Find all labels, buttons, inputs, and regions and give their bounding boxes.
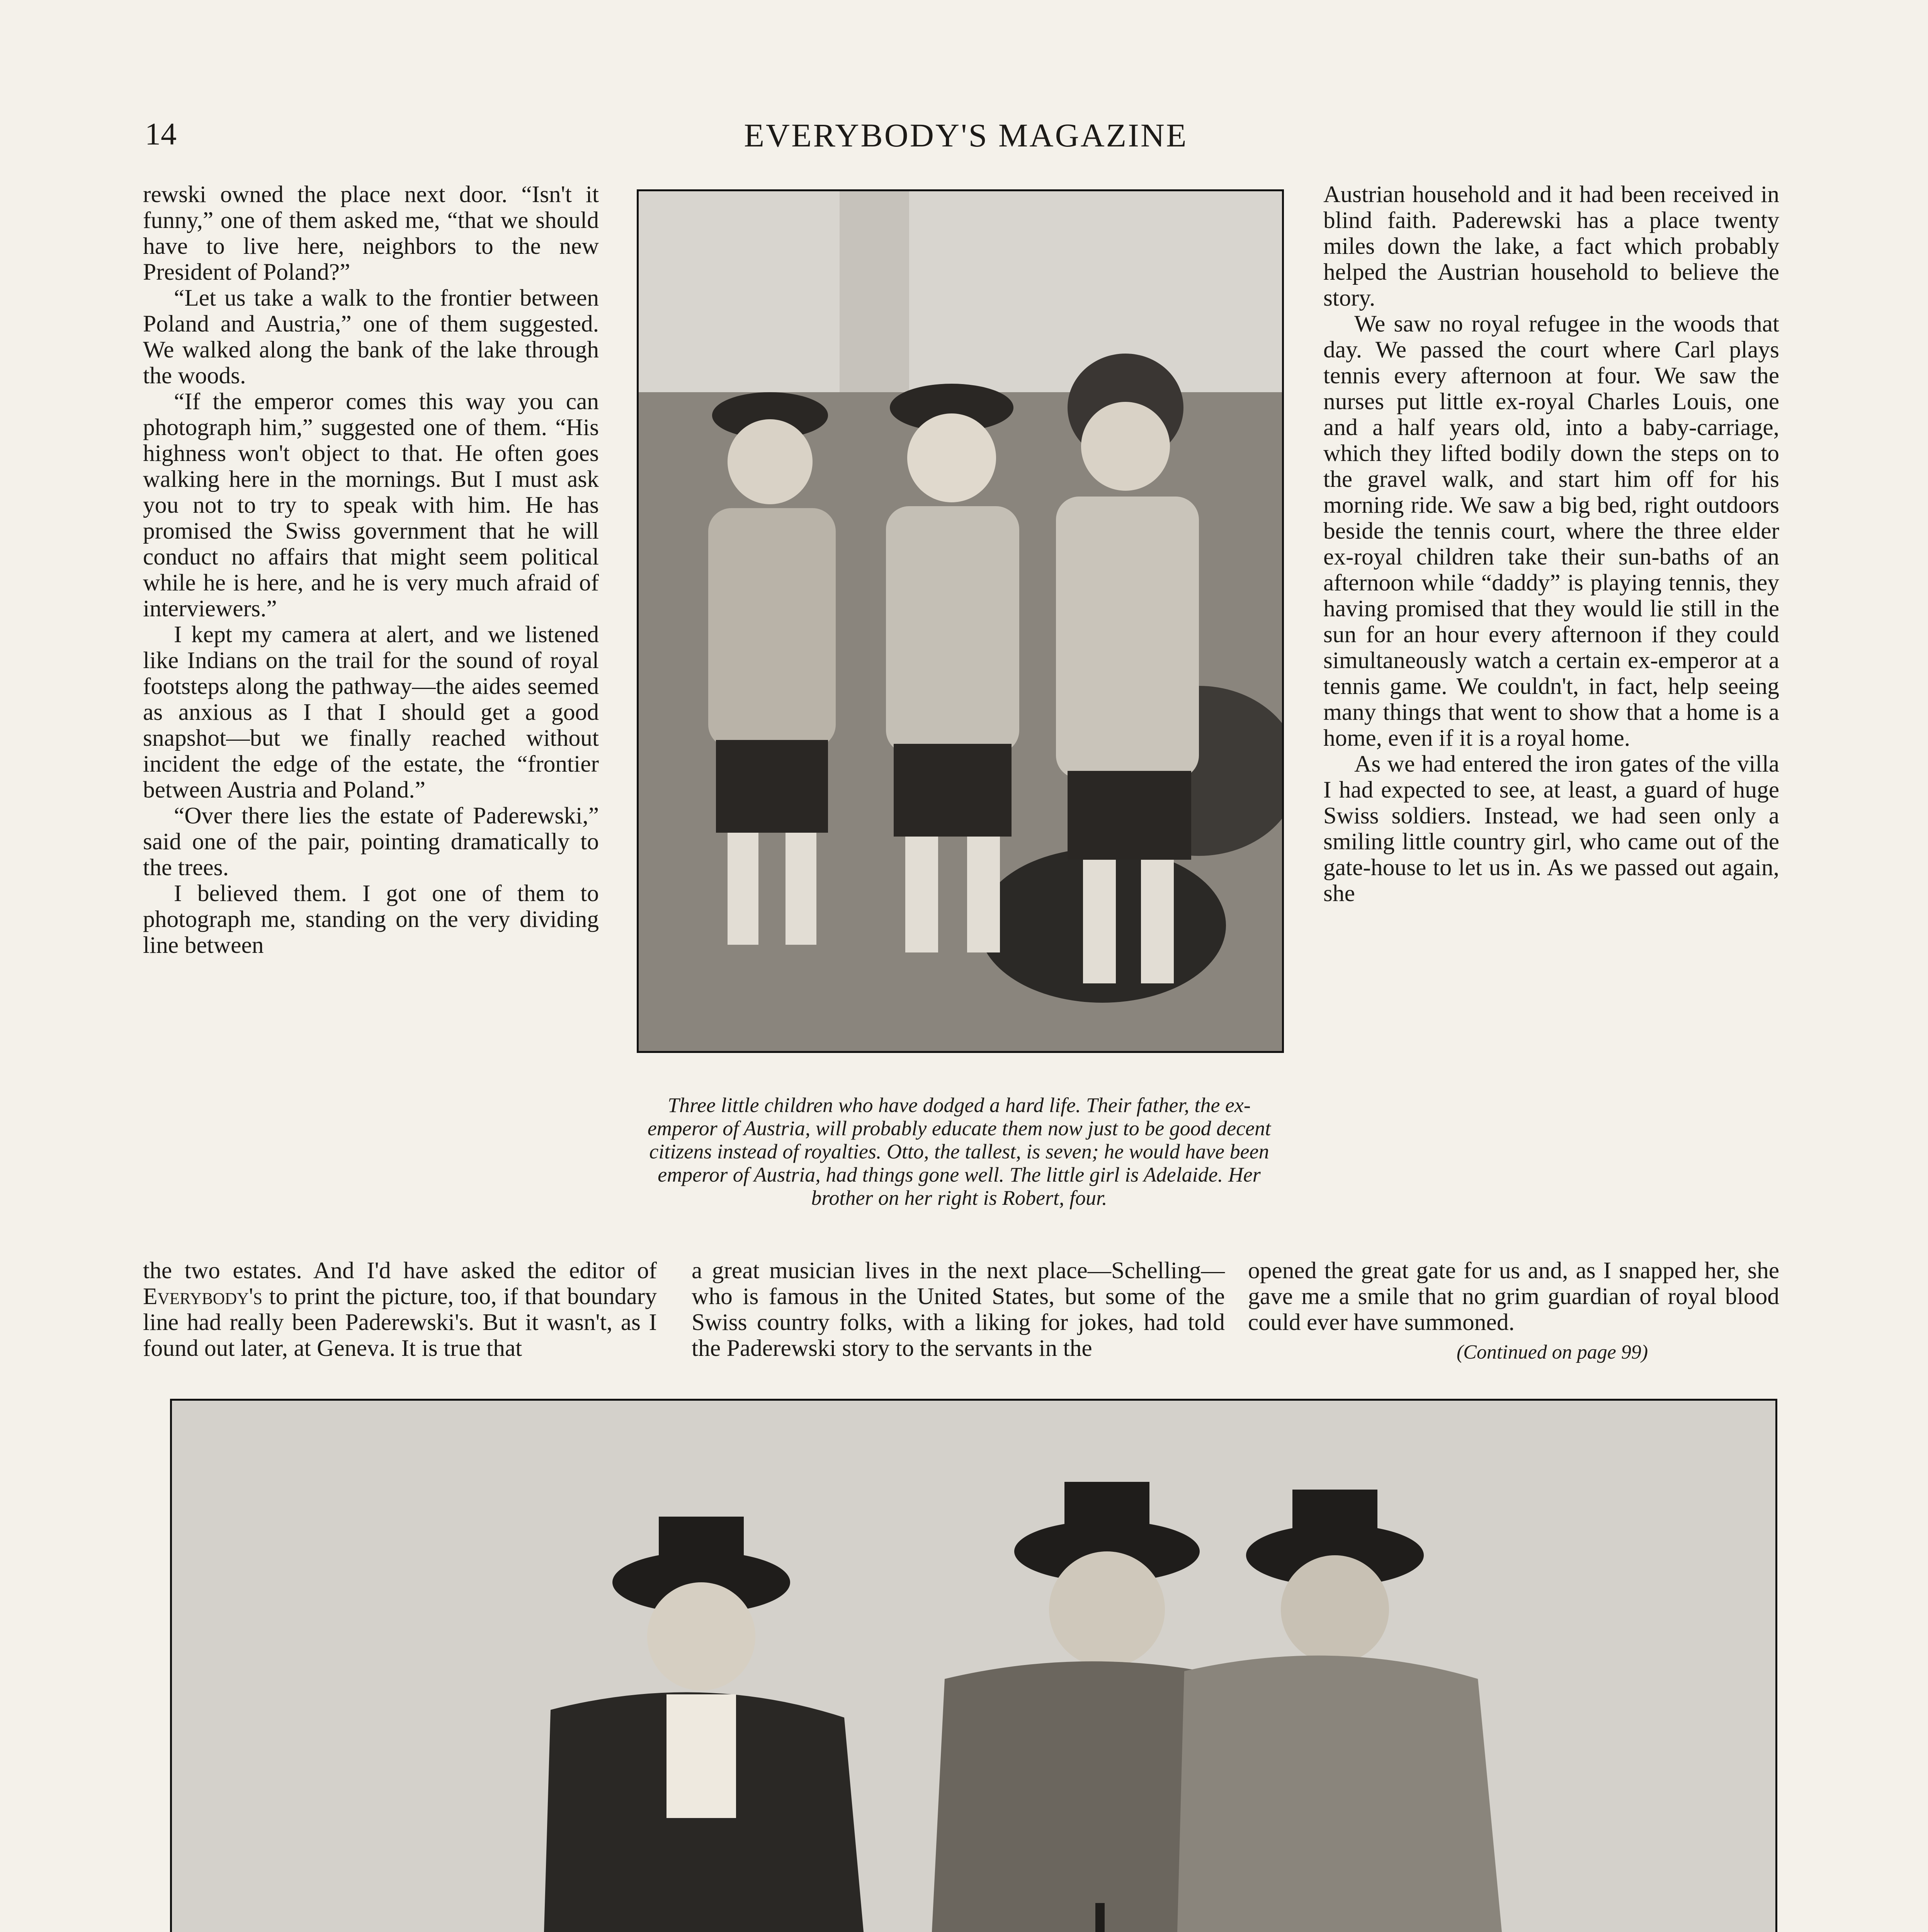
- children-photo-caption: Three little children who have dodged a hard life. Their father, the ex-emperor of Austria, will probably educate them now just to be good decent citizens instead of royalties. Otto, the tallest, is seven; he would have been emperor of Austria, had things gone well. The little girl is Adelaide. Her brother on her right is Robert, four.: [647, 1094, 1271, 1209]
- children-photo-illustration: [639, 191, 1282, 1051]
- paragraph: I kept my camera at alert, and we listened like Indians on the trail for the sound of royal footsteps along the pathway—the aides seemed as anxious as I that I should get a good snapshot—but we finally reached without incident the edge of the estate, the “frontier between Austria and Poland.”: [143, 621, 599, 803]
- column-left: [143, 182, 599, 958]
- column-bottom-middle: [692, 1258, 1225, 1361]
- ex-emperor-photo: [170, 1399, 1777, 1932]
- paragraph: Austrian household and it had been received in blind faith. Paderewski has a place twenty miles down the lake, a fact which probably helped the Austrian household to believe the story.: [1323, 181, 1779, 311]
- column-right: [1323, 182, 1779, 906]
- magazine-name: Everybody's: [143, 1283, 263, 1310]
- text-fragment: the two estates. And I'd have asked the editor of: [143, 1257, 657, 1284]
- page-number: 14: [145, 116, 177, 151]
- magazine-title: EVERYBODY'S MAGAZINE: [744, 117, 1188, 154]
- column-bottom-left: [143, 1258, 657, 1361]
- ex-emperor-photo-illustration: [172, 1401, 1775, 1932]
- continued-note: (Continued on page 99): [1456, 1341, 1648, 1363]
- paragraph: a great musician lives in the next place—Schelling—who is famous in the United States, but some of the Swiss country folks, with a liking for jokes, had told the Paderewski story to the servants in the: [692, 1257, 1225, 1361]
- paragraph: As we had entered the iron gates of the villa I had expected to see, at least, a guard of huge Swiss soldiers. Instead, we had seen only a smiling little country girl, who came out of the gate-house to let us in. As we passed out again, she: [1323, 751, 1779, 906]
- children-photo: [637, 189, 1284, 1053]
- paragraph: We saw no royal refugee in the woods that day. We passed the court where Carl plays tennis every afternoon at four. We saw the nurses put little ex-royal Charles Louis, one and a half years old, into a baby-carriage, which they lifted bodily down the steps on to the gravel walk, and start him off for his morning ride. We saw a big bed, right outdoors beside the tennis court, where the three elder ex-royal children take their sun-baths of an afternoon while “daddy” is playing tennis, they having promised that they would lie still in the sun for an hour every afternoon if they could simultaneously watch a certain ex-emperor at a tennis game. We couldn't, in fact, help seeing many things that went to show that a home is a home, even if it is a royal home.: [1323, 311, 1779, 751]
- paragraph: “If the emperor comes this way you can photograph him,” suggested one of them. “His highness won't object to that. He often goes walking here in the mornings. But I must ask you not to try to speak with him. He has promised the Swiss government that he will conduct no affairs that might seem political while he is here, and he is very much afraid of interviewers.”: [143, 388, 599, 622]
- paragraph: “Over there lies the estate of Paderewski,” said one of the pair, pointing dramatically to the trees.: [143, 803, 599, 881]
- paragraph: “Let us take a walk to the frontier between Poland and Austria,” one of them suggested. We walked along the bank of the lake through the woods.: [143, 285, 599, 389]
- paragraph: I believed them. I got one of them to photograph me, standing on the very dividing line between: [143, 880, 599, 958]
- column-bottom-right: [1248, 1258, 1779, 1365]
- paragraph: opened the great gate for us and, as I snapped her, she gave me a smile that no grim guardian of royal blood could ever have summoned.: [1248, 1257, 1779, 1335]
- text-fragment: to print the picture, too, if that boundary line had really been Paderewski's. But it wasn't, as I found out later, at Geneva. It is true that: [143, 1283, 657, 1361]
- paragraph: rewski owned the place next door. “Isn't it funny,” one of them asked me, “that we should have to live here, neighbors to the new President of Poland?”: [143, 181, 599, 285]
